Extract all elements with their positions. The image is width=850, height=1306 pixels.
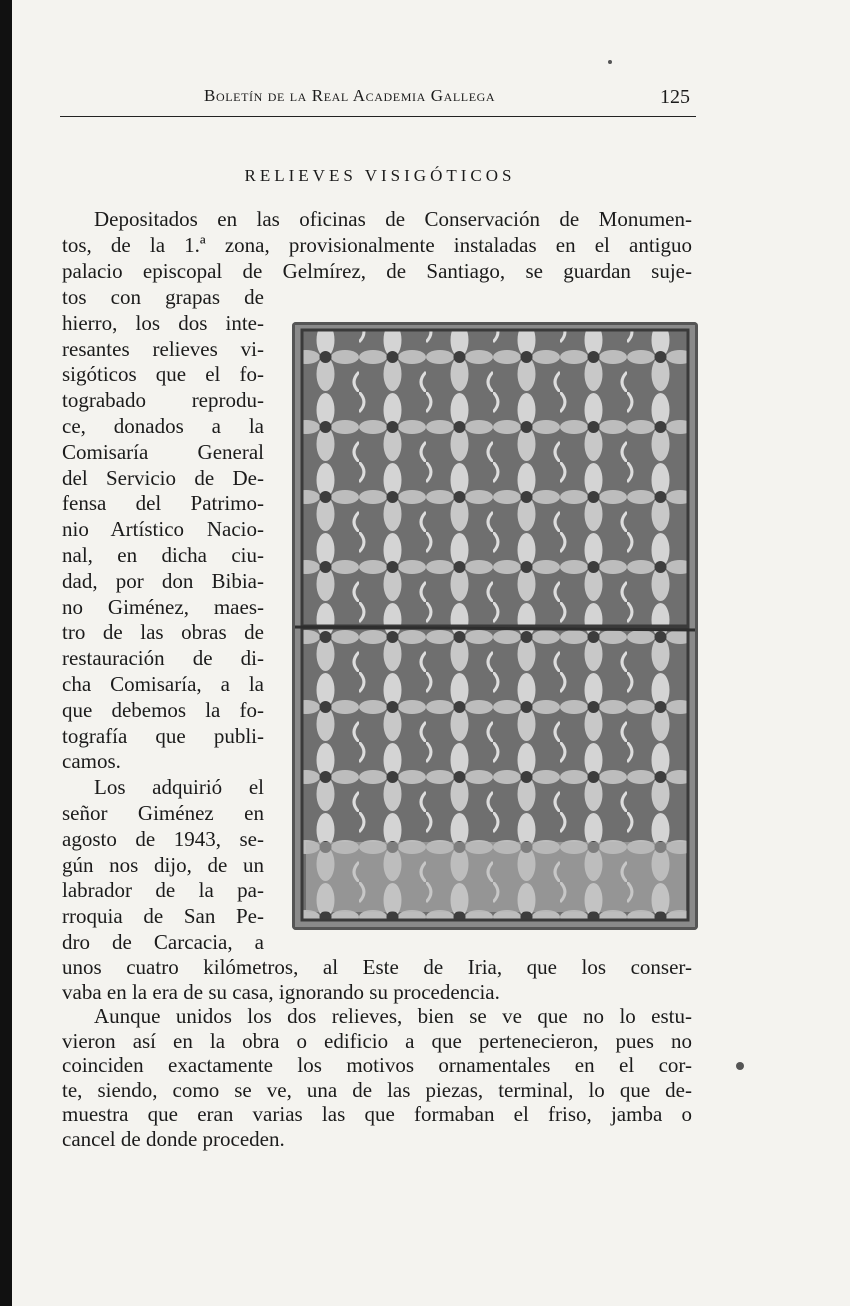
journal-title: Boletín de la Real Academia Gallega bbox=[204, 86, 496, 105]
text-line: muestra que eran varias las que formaban el friso, jamba o bbox=[62, 1102, 692, 1126]
text-line: restauración de di- bbox=[62, 646, 264, 671]
text-line: Depositados en las oficinas de Conservación de Monumen- bbox=[94, 207, 692, 231]
scan-edge bbox=[0, 0, 12, 1306]
text-line: coinciden exactamente los motivos ornamentales en el cor- bbox=[62, 1053, 692, 1077]
scan-speck bbox=[736, 1062, 744, 1070]
text-line: gún nos dijo, de un bbox=[62, 852, 264, 877]
text-line: vieron así en la obra o edificio a que pertenecieron, pues no bbox=[62, 1028, 692, 1053]
text-line: Comisaría General bbox=[62, 439, 264, 464]
text-line: vaba en la era de su casa, ignorando su procedencia. bbox=[62, 979, 500, 1004]
text-line: cancel de donde proceden. bbox=[62, 1126, 285, 1151]
text-line: no Giménez, maes- bbox=[62, 594, 264, 619]
text-line: camos. bbox=[62, 749, 121, 774]
text-line: del Servicio de De- bbox=[62, 465, 264, 490]
running-header bbox=[60, 84, 696, 117]
text-line: agosto de 1943, se- bbox=[62, 826, 264, 851]
scan-speck bbox=[608, 60, 612, 64]
text-line: tograbado reprodu- bbox=[62, 388, 264, 413]
text-line: tos, de la 1.ª zona, provisionalmente instaladas en el antiguo bbox=[62, 233, 692, 257]
text-line: sigóticos que el fo- bbox=[62, 362, 264, 387]
text-line: señor Giménez en bbox=[62, 801, 264, 825]
text-line: unos cuatro kilómetros, al Este de Iria, que los conser- bbox=[62, 955, 692, 979]
page-number: 125 bbox=[660, 86, 690, 108]
article-title: RELIEVES VISIGÓTICOS bbox=[244, 166, 516, 185]
text-line: fensa del Patrimo- bbox=[62, 491, 264, 516]
text-line: palacio episcopal de Gelmírez, de Santiago, se guardan suje- bbox=[62, 259, 692, 283]
text-line: nal, en dicha ciu- bbox=[62, 543, 264, 567]
text-line: Los adquirió el bbox=[94, 775, 264, 800]
text-line: te, siendo, como se ve, una de las piezas, terminal, lo que de- bbox=[62, 1077, 692, 1102]
text-line: resantes relieves vi- bbox=[62, 336, 264, 361]
text-line: nio Artístico Nacio- bbox=[62, 517, 264, 542]
text-line: tografía que publi- bbox=[62, 723, 264, 748]
relief-photo bbox=[292, 322, 698, 930]
text-line: tos con grapas de bbox=[62, 285, 264, 309]
text-line: que debemos la fo- bbox=[62, 697, 264, 722]
carved-relief-icon bbox=[292, 322, 698, 930]
text-line: rroquia de San Pe- bbox=[62, 904, 264, 929]
text-line: labrador de la pa- bbox=[62, 878, 264, 903]
text-line: tro de las obras de bbox=[62, 620, 264, 645]
text-line: dad, por don Bibia- bbox=[62, 568, 264, 593]
text-line: Aunque unidos los dos relieves, bien se ve que no lo estu- bbox=[94, 1004, 692, 1028]
text-line: cha Comisaría, a la bbox=[62, 672, 264, 696]
text-line: dro de Carcacia, a bbox=[62, 930, 264, 954]
text-line: ce, donados a la bbox=[62, 414, 264, 438]
text-line: hierro, los dos inte- bbox=[62, 310, 264, 335]
